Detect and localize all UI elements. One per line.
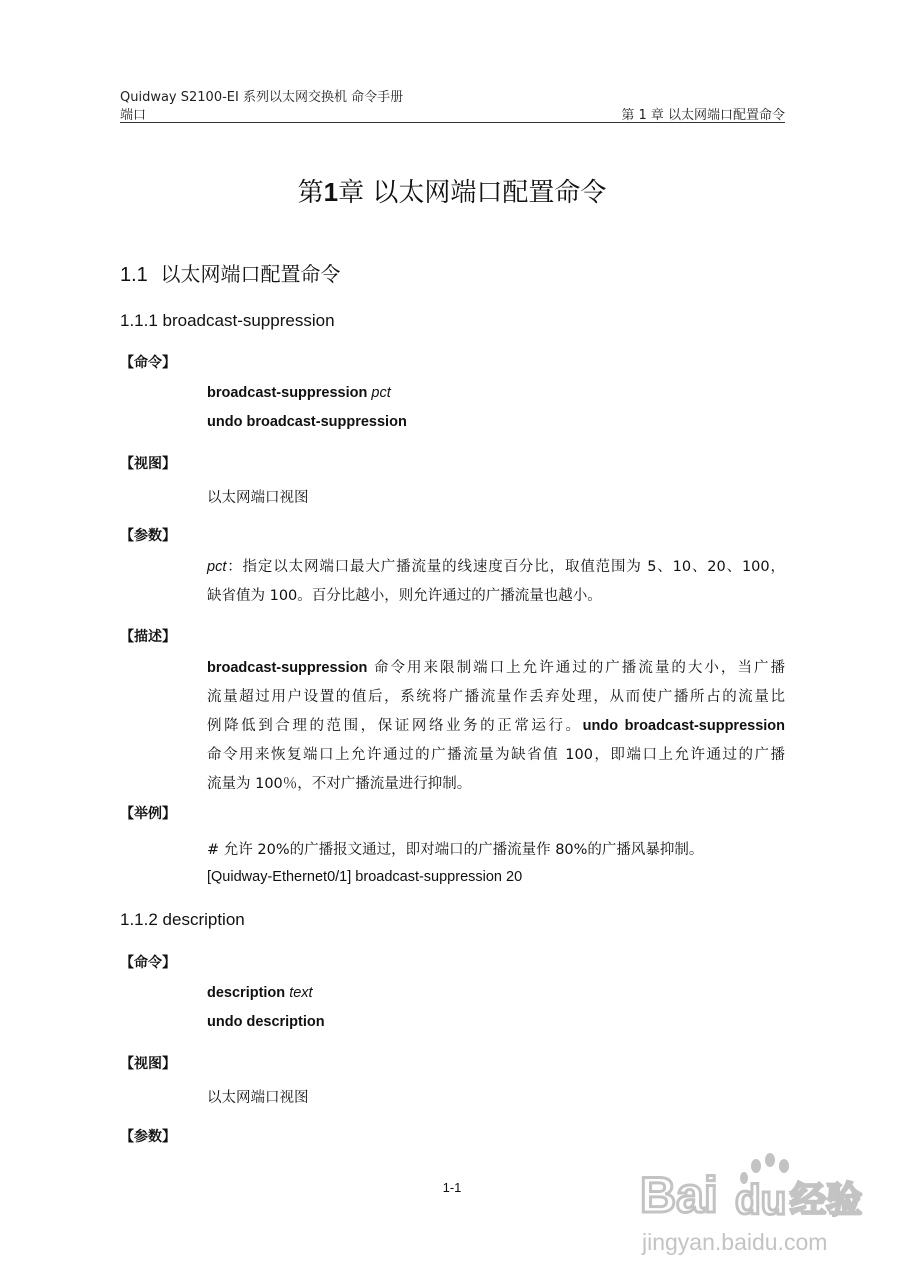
subsection-heading-2: 1.1.2 description bbox=[120, 910, 245, 929]
tag-example: 【举例】 bbox=[120, 806, 176, 822]
tag-description: 【描述】 bbox=[120, 629, 176, 645]
command-undo-syntax: undo broadcast-suppression bbox=[207, 414, 407, 430]
section-heading: 1.1 以太网端口配置命令 bbox=[120, 262, 341, 286]
page-number: 1-1 bbox=[442, 1180, 462, 1195]
tag-command: 【命令】 bbox=[120, 355, 176, 371]
view-text: 以太网端口视图 bbox=[207, 490, 309, 506]
example-command: [Quidway-Ethernet0/1] broadcast-suppression 20 bbox=[207, 869, 523, 885]
view-text-2: 以太网端口视图 bbox=[207, 1090, 309, 1106]
watermark-brand: Bai bbox=[640, 1167, 718, 1223]
description-paragraph: broadcast-suppression 命令用来限制端口上允许通过的广播流量的大小，当广播 流量超过用户设置的值后，系统将广播流量作丢弃处理，从而使广播所占的流量比 例降低到合理的范围，保证网络业务的正常运行。undo broadcast-suppression 命令用来恢复端口上允许通过的广播流量为缺省值 100，即端口上允许通过的广播 流量为 100％，不对广播流量进行抑制。 bbox=[207, 660, 785, 792]
tag-view: 【视图】 bbox=[120, 456, 176, 472]
command-syntax-2: description text bbox=[207, 985, 313, 1001]
command-undo-syntax-2: undo description bbox=[207, 1014, 325, 1030]
param-description: pct：指定以太网端口最大广播流量的线速度百分比，取值范围为 5、10、20、100， 缺省值为 100。百分比越小，则允许通过的广播流量也越小。 bbox=[207, 559, 785, 604]
subsection-heading-1: 1.1.1 broadcast-suppression bbox=[120, 311, 335, 330]
tag-params: 【参数】 bbox=[120, 528, 176, 544]
header-rule bbox=[120, 122, 785, 123]
header-title: Quidway S2100-EI 系列以太网交换机 命令手册 bbox=[120, 90, 404, 105]
watermark-url: jingyan.baidu.com bbox=[642, 1229, 828, 1255]
chapter-title: 第1章 以太网端口配置命令 bbox=[297, 177, 607, 208]
header-chapter: 第 1 章 以太网端口配置命令 bbox=[621, 108, 785, 123]
watermark-paw-text: du bbox=[735, 1176, 787, 1223]
tag-command-2: 【命令】 bbox=[120, 955, 176, 971]
tag-params-2: 【参数】 bbox=[120, 1129, 176, 1145]
command-syntax: broadcast-suppression pct bbox=[207, 385, 391, 401]
header-section: 端口 bbox=[120, 108, 147, 123]
example-comment: # 允许 20%的广播报文通过，即对端口的广播流量作 80%的广播风暴抑制。 bbox=[207, 842, 704, 858]
tag-view-2: 【视图】 bbox=[120, 1056, 176, 1072]
baidu-jingyan-watermark-logo bbox=[640, 1150, 875, 1260]
watermark-cn: 经验 bbox=[790, 1180, 863, 1221]
